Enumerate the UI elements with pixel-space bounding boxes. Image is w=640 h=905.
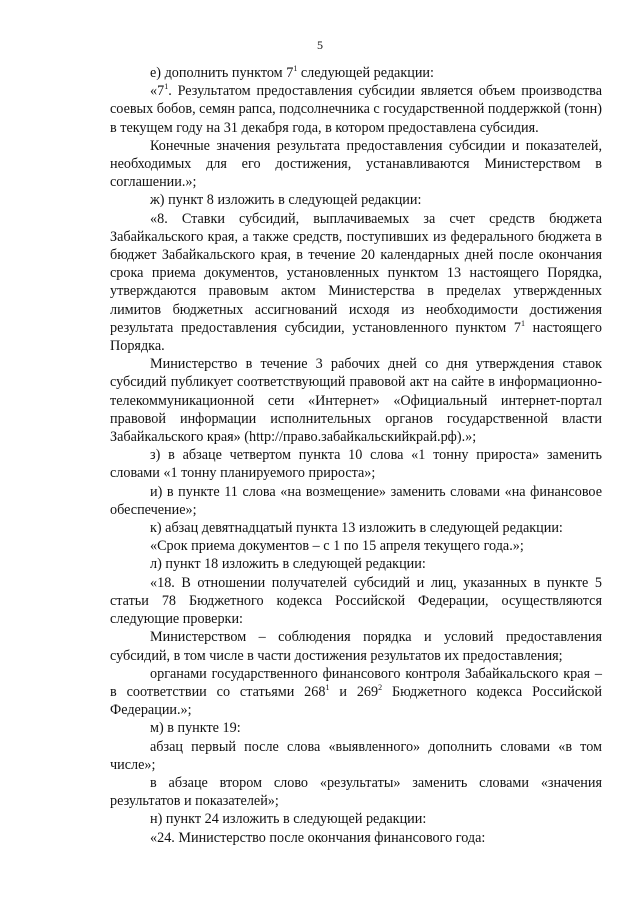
paragraph: е) дополнить пунктом $7^1$ следующей редакции:	[150, 64, 434, 81]
paragraph: Министерством – соблюдения порядка и условий предоставления субсидий, в том числе в части достижения результатов их предоставления;	[110, 629, 602, 664]
page-number: 5	[317, 38, 323, 52]
paragraph: «24. Министерство после окончания финансового года:	[150, 829, 486, 846]
paragraph: м) в пункте 19:	[150, 720, 241, 737]
paragraph: н) пункт 24 изложить в следующей редакции:	[150, 811, 427, 828]
paragraph: «18. В отношении получателей субсидий и лиц, указанных в пункте 5 статьи 78 Бюджетного кодекса Российской Федерации, осуществляются следующие проверки:	[110, 574, 602, 628]
paragraph: л) пункт 18 изложить в следующей редакции:	[150, 556, 426, 573]
paragraph: к) абзац девятнадцатый пункта 13 изложить в следующей редакции:	[150, 520, 563, 537]
paragraph: в абзаце втором слово «результаты» заменить словами «значения результатов и показателей»;	[110, 774, 602, 810]
paragraph: ж) пункт 8 изложить в следующей редакции:	[150, 192, 422, 209]
paragraph: органами государственного финансового контроля Забайкальского края – в соответствии со статьями $268^1$ и $269^2$ Бюджетного кодекса Российской Федерации.»;	[110, 665, 602, 719]
paragraph: Министерство в течение 3 рабочих дней со дня утверждения ставок субсидий публикует соответствующий правовой акт на сайте в информационно-телекоммуникационной сети «Интернет» «Официальный интернет-портал правовой информации исполнительных органов государственной власти Забайкальского края» (http://право.забайкальскийкрай.рф).»;	[110, 356, 602, 446]
document-body	[110, 64, 602, 847]
paragraph: «8. Ставки субсидий, выплачиваемых за счет средств бюджета Забайкальского края, а также средств, поступивших из федерального бюджета в бюджет Забайкальского края, в течение 20 календарных дней после окончания срока приема документов, установленных пунктом 13 настоящего Порядка, утверждаются правовым актом Министерства в пределах утвержденных лимитов бюджетных ассигнований исходя из необходимости достижения результата предоставления субсидии, установленного пунктом $7^1$ настоящего Порядка.	[110, 210, 602, 355]
paragraph: «Срок приема документов – с 1 по 15 апреля текущего года.»;	[150, 538, 524, 555]
paragraph: абзац первый после слова «выявленного» дополнить словами «в том числе»;	[110, 738, 602, 773]
paragraph: Конечные значения результата предоставления субсидии и показателей, необходимых для его достижения, устанавливаются Министерством в соглашении.»;	[110, 137, 602, 191]
paragraph: «$7^1$. Результатом предоставления субсидии является объем производства соевых бобов, семян рапса, подсолнечника с государственной поддержкой (тонн) в текущем году на 31 декабря года, в котором предоставлена субсидия.	[110, 82, 602, 136]
paragraph: з) в абзаце четвертом пункта 10 слова «1 тонну прироста» заменить словами «1 тонну планируемого прироста»;	[110, 447, 602, 482]
paragraph: и) в пункте 11 слова «на возмещение» заменить словами «на финансовое обеспечение»;	[110, 483, 602, 518]
